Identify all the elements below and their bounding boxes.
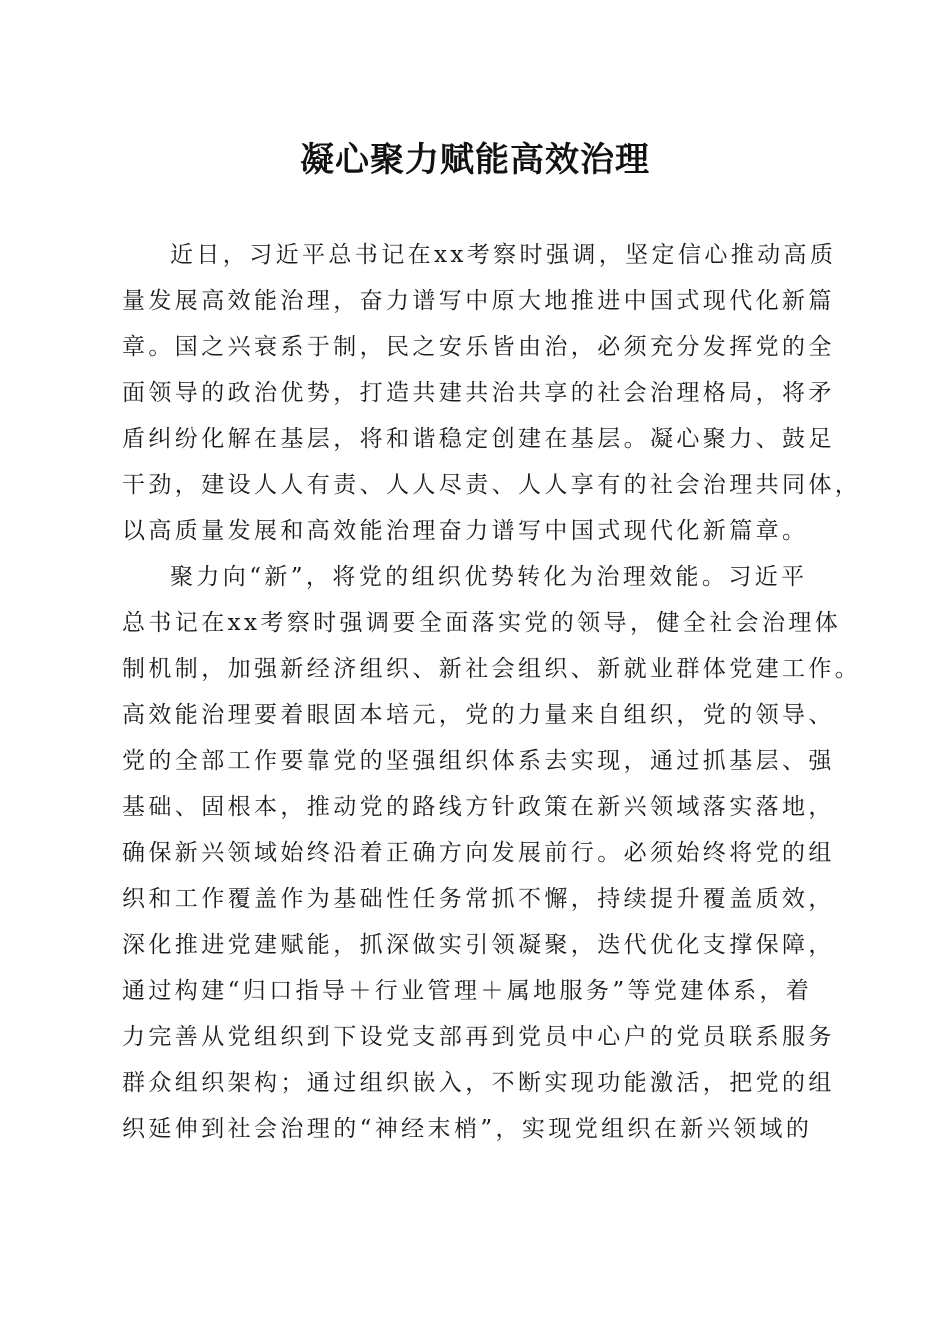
- paragraph-2-line: 总书记在xx考察时强调要全面落实党的领导，健全社会治理体: [122, 610, 842, 636]
- paragraph-2-line: 力完善从党组织到下设党支部再到党员中心户的党员联系服务: [122, 1024, 835, 1050]
- document-title: 凝心聚力赋能高效治理: [300, 140, 650, 180]
- paragraph-2-line: 通过构建“归口指导＋行业管理＋属地服务”等党建体系，着: [122, 978, 813, 1004]
- paragraph-1-line: 以高质量发展和高效能治理奋力谱写中国式现代化新篇章。: [122, 518, 809, 544]
- paragraph-1-line: 量发展高效能治理，奋力谱写中原大地推进中国式现代化新篇: [122, 288, 835, 314]
- paragraph-2-line: 深化推进党建赋能，抓深做实引领凝聚，迭代优化支撑保障，: [122, 932, 835, 958]
- paragraph-1-line: 盾纠纷化解在基层，将和谐稳定创建在基层。凝心聚力、鼓足: [122, 426, 835, 452]
- paragraph-2-line: 制机制，加强新经济组织、新社会组织、新就业群体党建工作。: [122, 656, 862, 682]
- paragraph-2-line: 基础、固根本，推动党的路线方针政策在新兴领域落实落地，: [122, 794, 835, 820]
- paragraph-1-line: 干劲，建设人人有责、人人尽责、人人享有的社会治理共同体，: [122, 472, 862, 498]
- paragraph-2-line: 群众组织架构；通过组织嵌入，不断实现功能激活，把党的组: [122, 1070, 835, 1096]
- paragraph-2-line: 聚力向“新”，将党的组织优势转化为治理效能。习近平: [170, 564, 808, 590]
- paragraph-2-line: 确保新兴领域始终沿着正确方向发展前行。必须始终将党的组: [122, 840, 835, 866]
- paragraph-2-line: 高效能治理要着眼固本培元，党的力量来自组织，党的领导、: [122, 702, 835, 728]
- paragraph-1-line: 近日，习近平总书记在xx考察时强调，坚定信心推动高质: [170, 242, 837, 268]
- document-body: [122, 232, 862, 1152]
- paragraph-1-line: 面领导的政治优势，打造共建共治共享的社会治理格局，将矛: [122, 380, 835, 406]
- paragraph-2-line: 织和工作覆盖作为基础性任务常抓不懈，持续提升覆盖质效，: [122, 886, 835, 912]
- paragraph-2-line: 织延伸到社会治理的“神经末梢”，实现党组织在新兴领域的: [122, 1116, 813, 1142]
- paragraph-1-line: 章。国之兴衰系于制，民之安乐皆由治，必须充分发挥党的全: [122, 334, 835, 360]
- paragraph-2-line: 党的全部工作要靠党的坚强组织体系去实现，通过抓基层、强: [122, 748, 835, 774]
